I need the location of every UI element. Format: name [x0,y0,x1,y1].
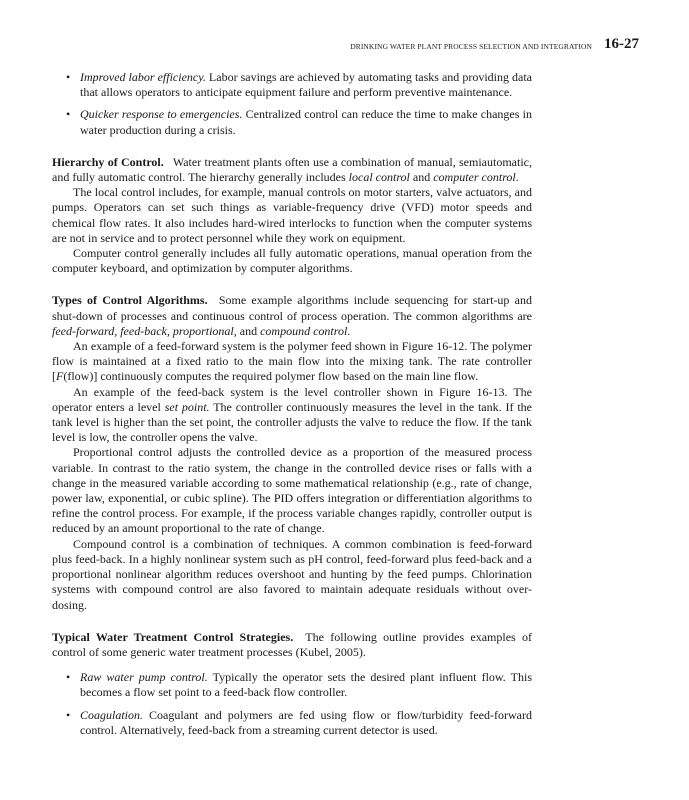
list-item: • Quicker response to emergencies. Centralized control can reduce the time to make changes in water production during a crisis. [52,107,532,137]
benefits-list [52,70,532,138]
strategies-list [52,670,532,738]
hierarchy-paragraph-2: The local control includes, for example, manual controls on motor starters, valve actuators, and pumps. Operators can set such things as variable-frequency drive (VFD) motor speeds and chemical flow rates. It also includes hard-wired interlocks to function when the computer systems are not in service and to protect personnel while they work on equipment. [52,185,532,245]
strategies-paragraph-1: Typical Water Treatment Control Strategies. The following outline provides examples of control of some generic water treatment processes (Kubel, 2005). [52,629,532,659]
hierarchy-section [52,155,532,277]
types-paragraph-1: Types of Control Algorithms. Some example algorithms include sequencing for start-up and shut-down of processes and continuous control of process operation. The common algorithms are feed-forward, feed-back, proportional, and compound control. [52,293,532,338]
hierarchy-paragraph-3: Computer control generally includes all fully automatic operations, manual operation from the computer keyboard, and optimization by computer algorithms. [52,246,532,276]
list-item: • Improved labor efficiency. Labor savings are achieved by automating tasks and providing data that allows operators to anticipate equipment failure and perform preventive maintenance. [52,70,532,100]
page-number: 16-27 [604,36,639,52]
section-heading: Hierarchy of Control. [52,154,164,169]
types-paragraph-2: An example of a feed-forward system is the polymer feed shown in Figure 16-12. The polymer flow is maintained at a fixed ratio to the main flow into the mixing tank. The rate controller [F(flow)] continuously computes the required polymer flow based on the main line flow. [52,339,532,384]
types-paragraph-3: An example of the feed-back system is the level controller shown in Figure 16-13. The operator enters a level set point. The controller continuously measures the level in the tank. If the tank level is higher than the set point, the controller adjusts the valve to reduce the flow. If the tank level is low, the controller opens the valve. [52,384,532,445]
section-heading: Types of Control Algorithms. [52,293,208,308]
list-item: • Raw water pump control. Typically the operator sets the desired plant influent flow. This becomes a flow set point to a feed-back flow controller. [52,670,532,700]
types-paragraph-5: Compound control is a combination of techniques. A common combination is feed-forward plus feed-back. In a highly nonlinear system such as pH control, feed-forward plus feed-back and a proportional nonlinear algorithm reduces overshoot and hunting by the feed pumps. Chlorination systems with compound control are also favored to maintain adequate residuals without over-dosing. [52,536,532,612]
body-text [52,70,532,745]
strategies-section [52,630,532,660]
types-paragraph-4: Proportional control adjusts the controlled device as a proportion of the measured process variable. In contrast to the ratio system, the change in the controlled device rises or falls with a change in the measured variable according to some mathematical relationship (e.g., rate of change, power law, exponential, or cubic spline). The PID offers integration or differentiation algorithms to refine the control process. For example, if the process variable changes rapidly, controller output is reduced by an amount proportional to the rate of change. [52,445,532,536]
hierarchy-paragraph-1: Hierarchy of Control. Water treatment plants often use a combination of manual, semiautomatic, and fully automatic control. The hierarchy generally includes local control and computer control. [52,154,532,185]
types-section [52,293,532,612]
section-heading: Typical Water Treatment Control Strategies. [52,629,294,644]
running-header: DRINKING WATER PLANT PROCESS SELECTION AND INTEGRATION [350,42,592,51]
list-item: • Coagulation. Coagulant and polymers are fed using flow or flow/turbidity feed-forward control. Alternatively, feed-back from a streaming current detector is used. [52,708,532,738]
